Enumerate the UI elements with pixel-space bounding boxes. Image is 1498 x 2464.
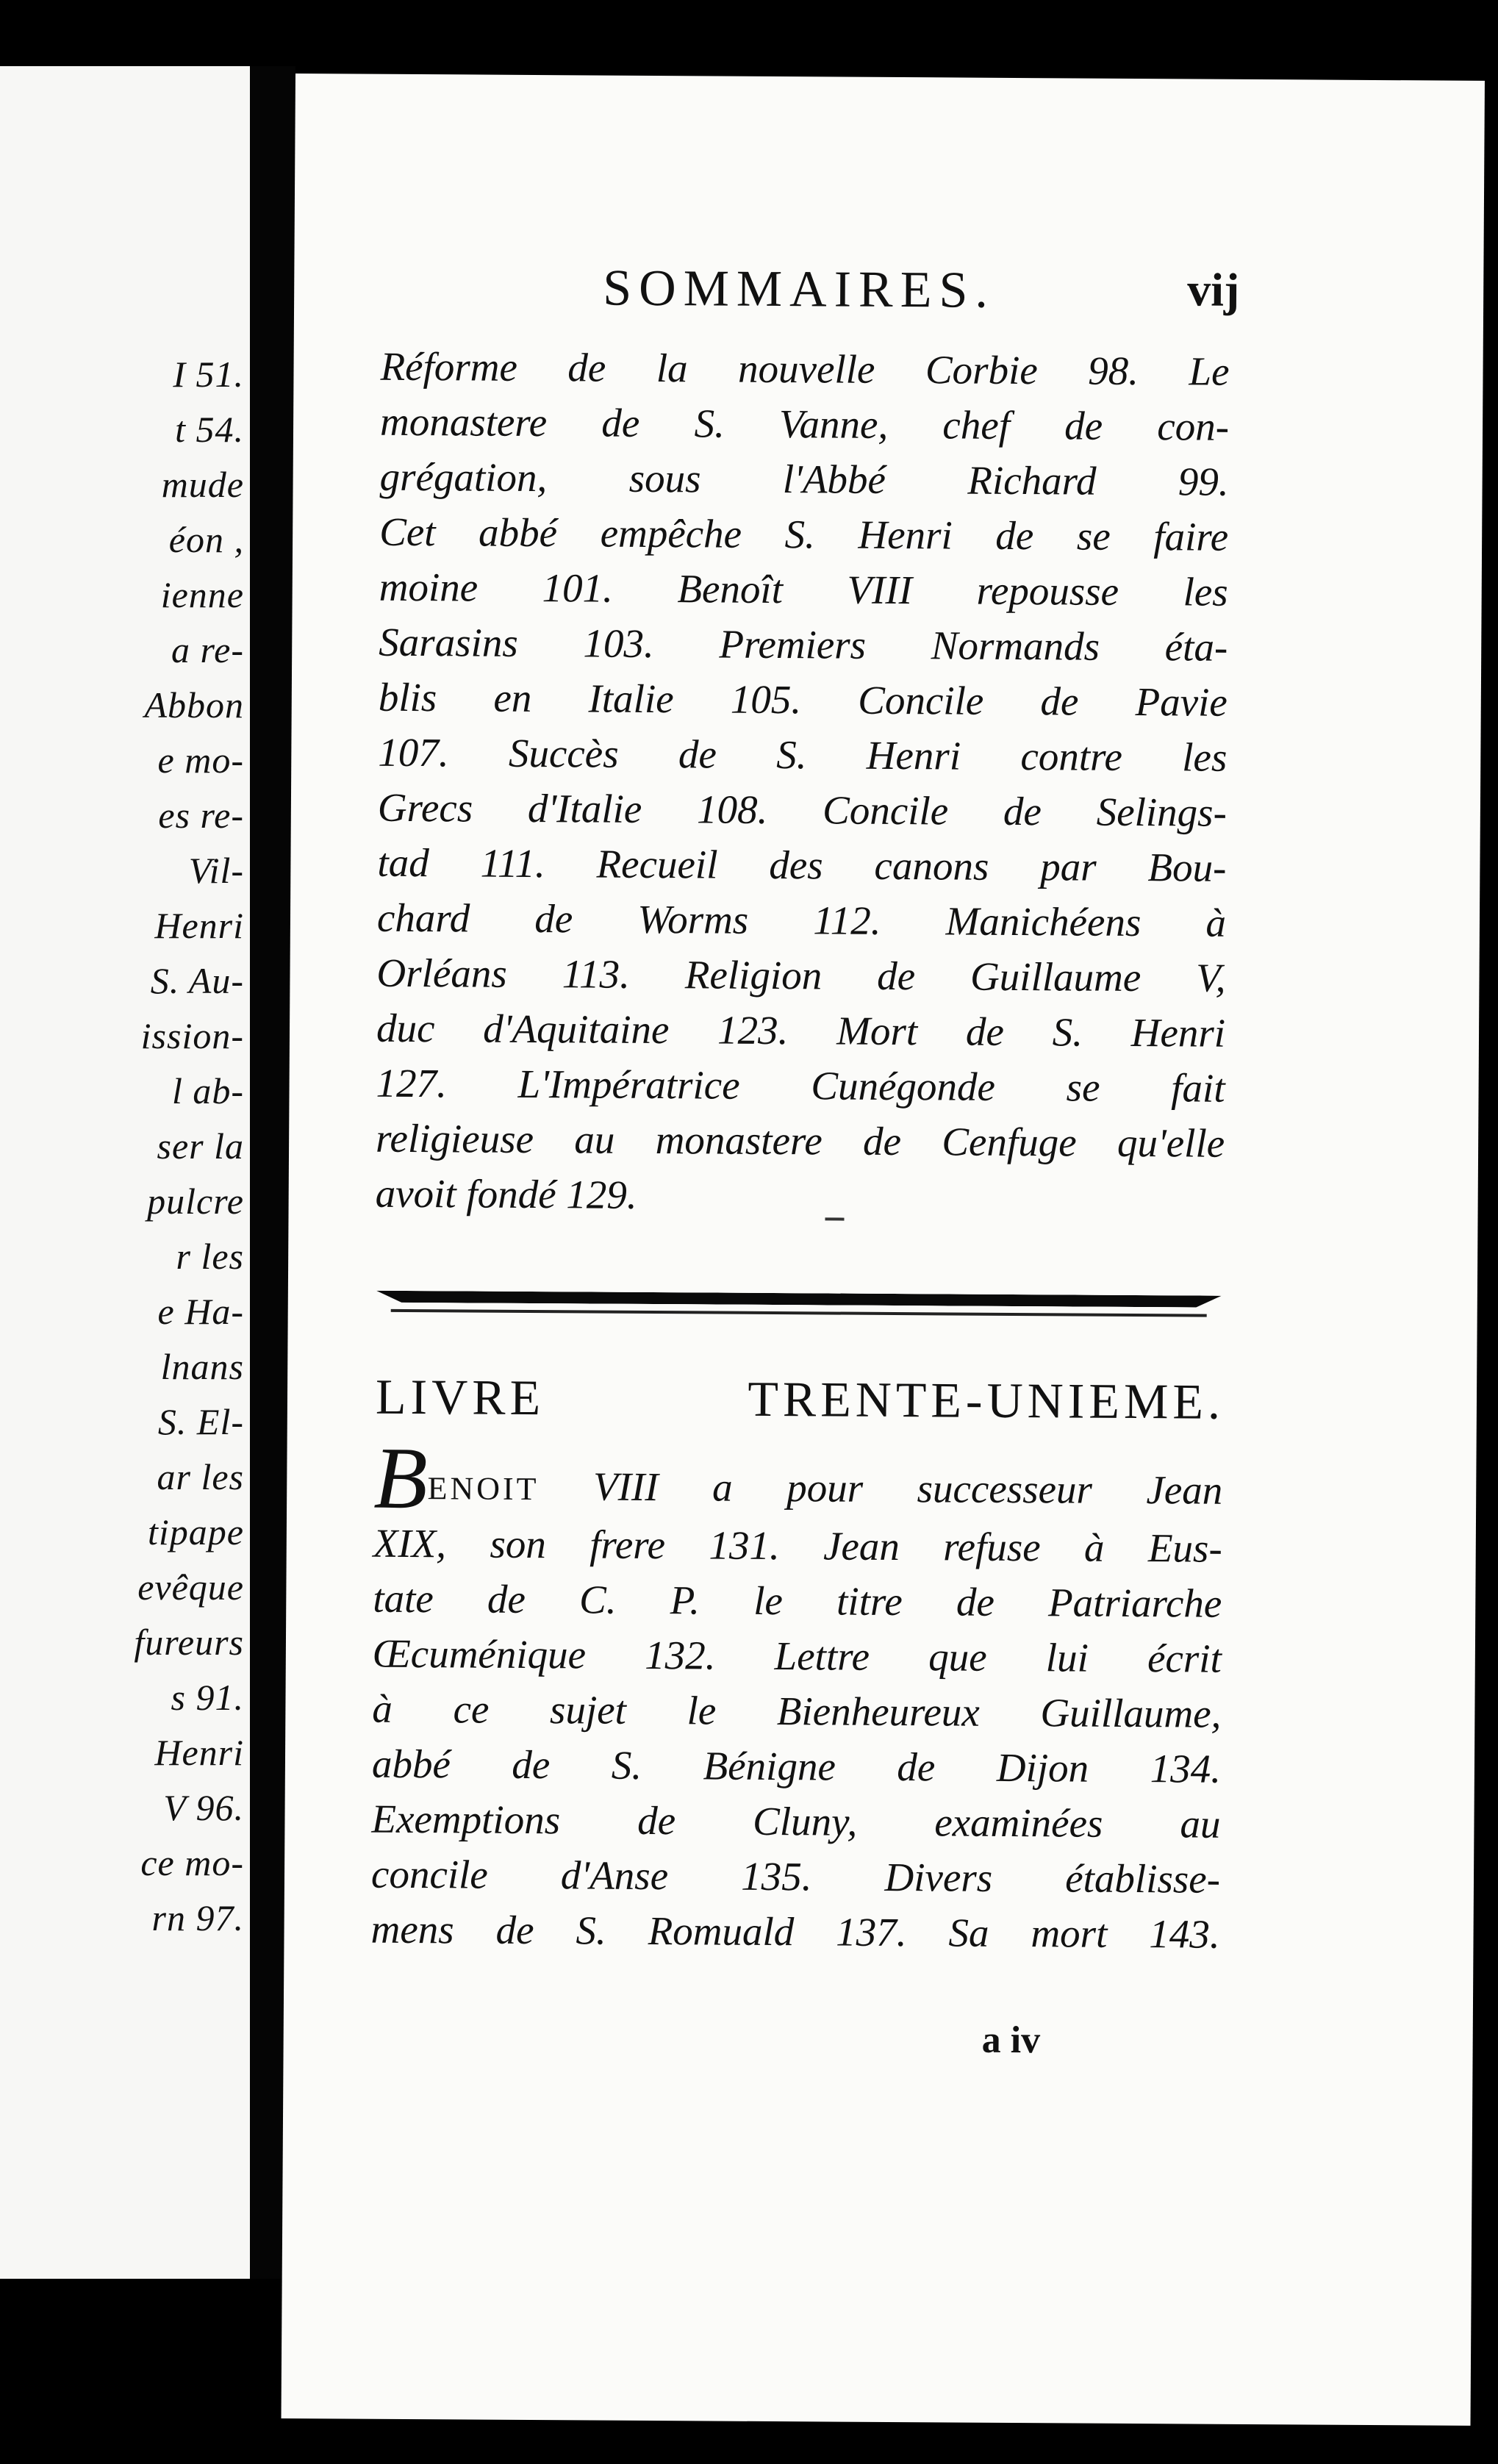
book-summary-line: tate de C. P. le titre de Patriarche [373, 1575, 1222, 1626]
drop-cap: B [373, 1428, 429, 1528]
left-page-line: es re- [158, 795, 244, 836]
book-summary-line: Œcuménique 132. Lettre que lui écrit [372, 1630, 1222, 1681]
left-page-line: ission- [140, 1015, 244, 1056]
stray-dash-mark [825, 1217, 844, 1220]
book-summary-first-line [373, 1428, 1223, 1528]
left-page-line: S. Au- [150, 960, 244, 1001]
left-page-line: r les [176, 1236, 244, 1277]
summary-line: Orléans 113. Religion de Guillaume V, [376, 950, 1226, 1000]
left-page-line: S. El- [157, 1401, 244, 1442]
summary-line: grégation, sous l'Abbé Richard 99. [379, 454, 1229, 504]
summary-line: Réforme de la nouvelle Corbie 98. Le [380, 343, 1230, 394]
summary-line: moine 101. Benoît VIII repousse les [379, 564, 1228, 615]
left-page-line: I 51. [173, 354, 244, 395]
left-page-line: Vil- [188, 850, 244, 891]
left-page-line: l ab- [171, 1070, 244, 1111]
summary-line: Grecs d'Italie 108. Concile de Selings- [377, 784, 1228, 835]
summary-line: religieuse au monastere de Cenfuge qu'elle [375, 1115, 1225, 1166]
left-page-line: fureurs [134, 1622, 244, 1663]
book-summary-line: abbé de S. Bénigne de Dijon 134. [371, 1741, 1222, 1791]
book-summary-line: à ce sujet le Bienheureux Guillaume, [372, 1686, 1222, 1736]
running-header: SOMMAIRES. [602, 259, 996, 319]
left-page-line: ser la [157, 1125, 244, 1167]
left-page-line: e mo- [157, 739, 244, 781]
section-rule-thin [391, 1309, 1207, 1317]
summary-block [375, 339, 1229, 1226]
left-page-line: s 91. [171, 1677, 244, 1718]
left-page-line: pulcre [147, 1181, 244, 1222]
left-page-line: ar les [157, 1456, 244, 1497]
summary-line: duc d'Aquitaine 123. Mort de S. Henri [376, 1005, 1226, 1056]
summary-line: avoit fondé 129. [375, 1170, 637, 1217]
left-page-line: a re- [171, 629, 244, 670]
left-page-line: éon , [168, 519, 244, 560]
summary-line: monastere de S. Vanne, chef de con- [379, 398, 1230, 449]
book-summary-line: Exemptions de Cluny, examinées au [371, 1796, 1221, 1847]
left-page-line: rn 97. [151, 1897, 244, 1938]
left-page-line: Henri [154, 1732, 244, 1773]
book-summary-line: XIX, son frere 131. Jean refuse à Eus- [373, 1520, 1222, 1571]
book-summary-block [370, 1428, 1223, 1962]
book-title: LIVRE TRENTE-UNIEME. [375, 1368, 1225, 1430]
summary-line: 107. Succès de S. Henri contre les [378, 729, 1228, 780]
left-page-line: ienne [160, 574, 244, 615]
left-page-line: tipape [148, 1511, 244, 1552]
left-page-fragment [0, 66, 250, 2279]
summary-line: tad 111. Recueil des canons par Bou- [377, 839, 1227, 890]
left-page-line: t 54. [175, 409, 244, 450]
left-page-line: evêque [137, 1566, 244, 1608]
right-page [282, 74, 1485, 2426]
left-page-line: V 96. [163, 1787, 244, 1828]
summary-line: blis en Italie 105. Concile de Pavie [378, 674, 1228, 725]
summary-line: Cet abbé empêche S. Henri de se faire [379, 509, 1229, 559]
book-summary-line: concile d'Anse 135. Divers établisse- [370, 1851, 1221, 1902]
left-page-line: ce mo- [140, 1842, 244, 1883]
left-page-line: lnans [160, 1346, 244, 1387]
book-summary-line: mens de S. Romuald 137. Sa mort 143. [370, 1906, 1220, 1957]
left-page-line: mude [161, 464, 244, 505]
summary-line: 127. L'Impératrice Cunégonde se fait [376, 1060, 1225, 1111]
first-word-smallcaps: ENOIT [427, 1470, 540, 1508]
left-page-line: e Ha- [157, 1291, 244, 1332]
summary-line: chard de Worms 112. Manichéens à [376, 895, 1227, 945]
signature-mark: a iv [981, 2019, 1041, 2062]
left-page-line: Henri [154, 905, 244, 946]
first-line-text: VIII a pour successeur Jean [592, 1464, 1223, 1513]
summary-line: Sarasins 103. Premiers Normands éta- [379, 619, 1228, 670]
section-rule-thick [376, 1291, 1222, 1308]
page-number: vij [1187, 263, 1240, 316]
left-page-line: Abbon [144, 684, 244, 726]
